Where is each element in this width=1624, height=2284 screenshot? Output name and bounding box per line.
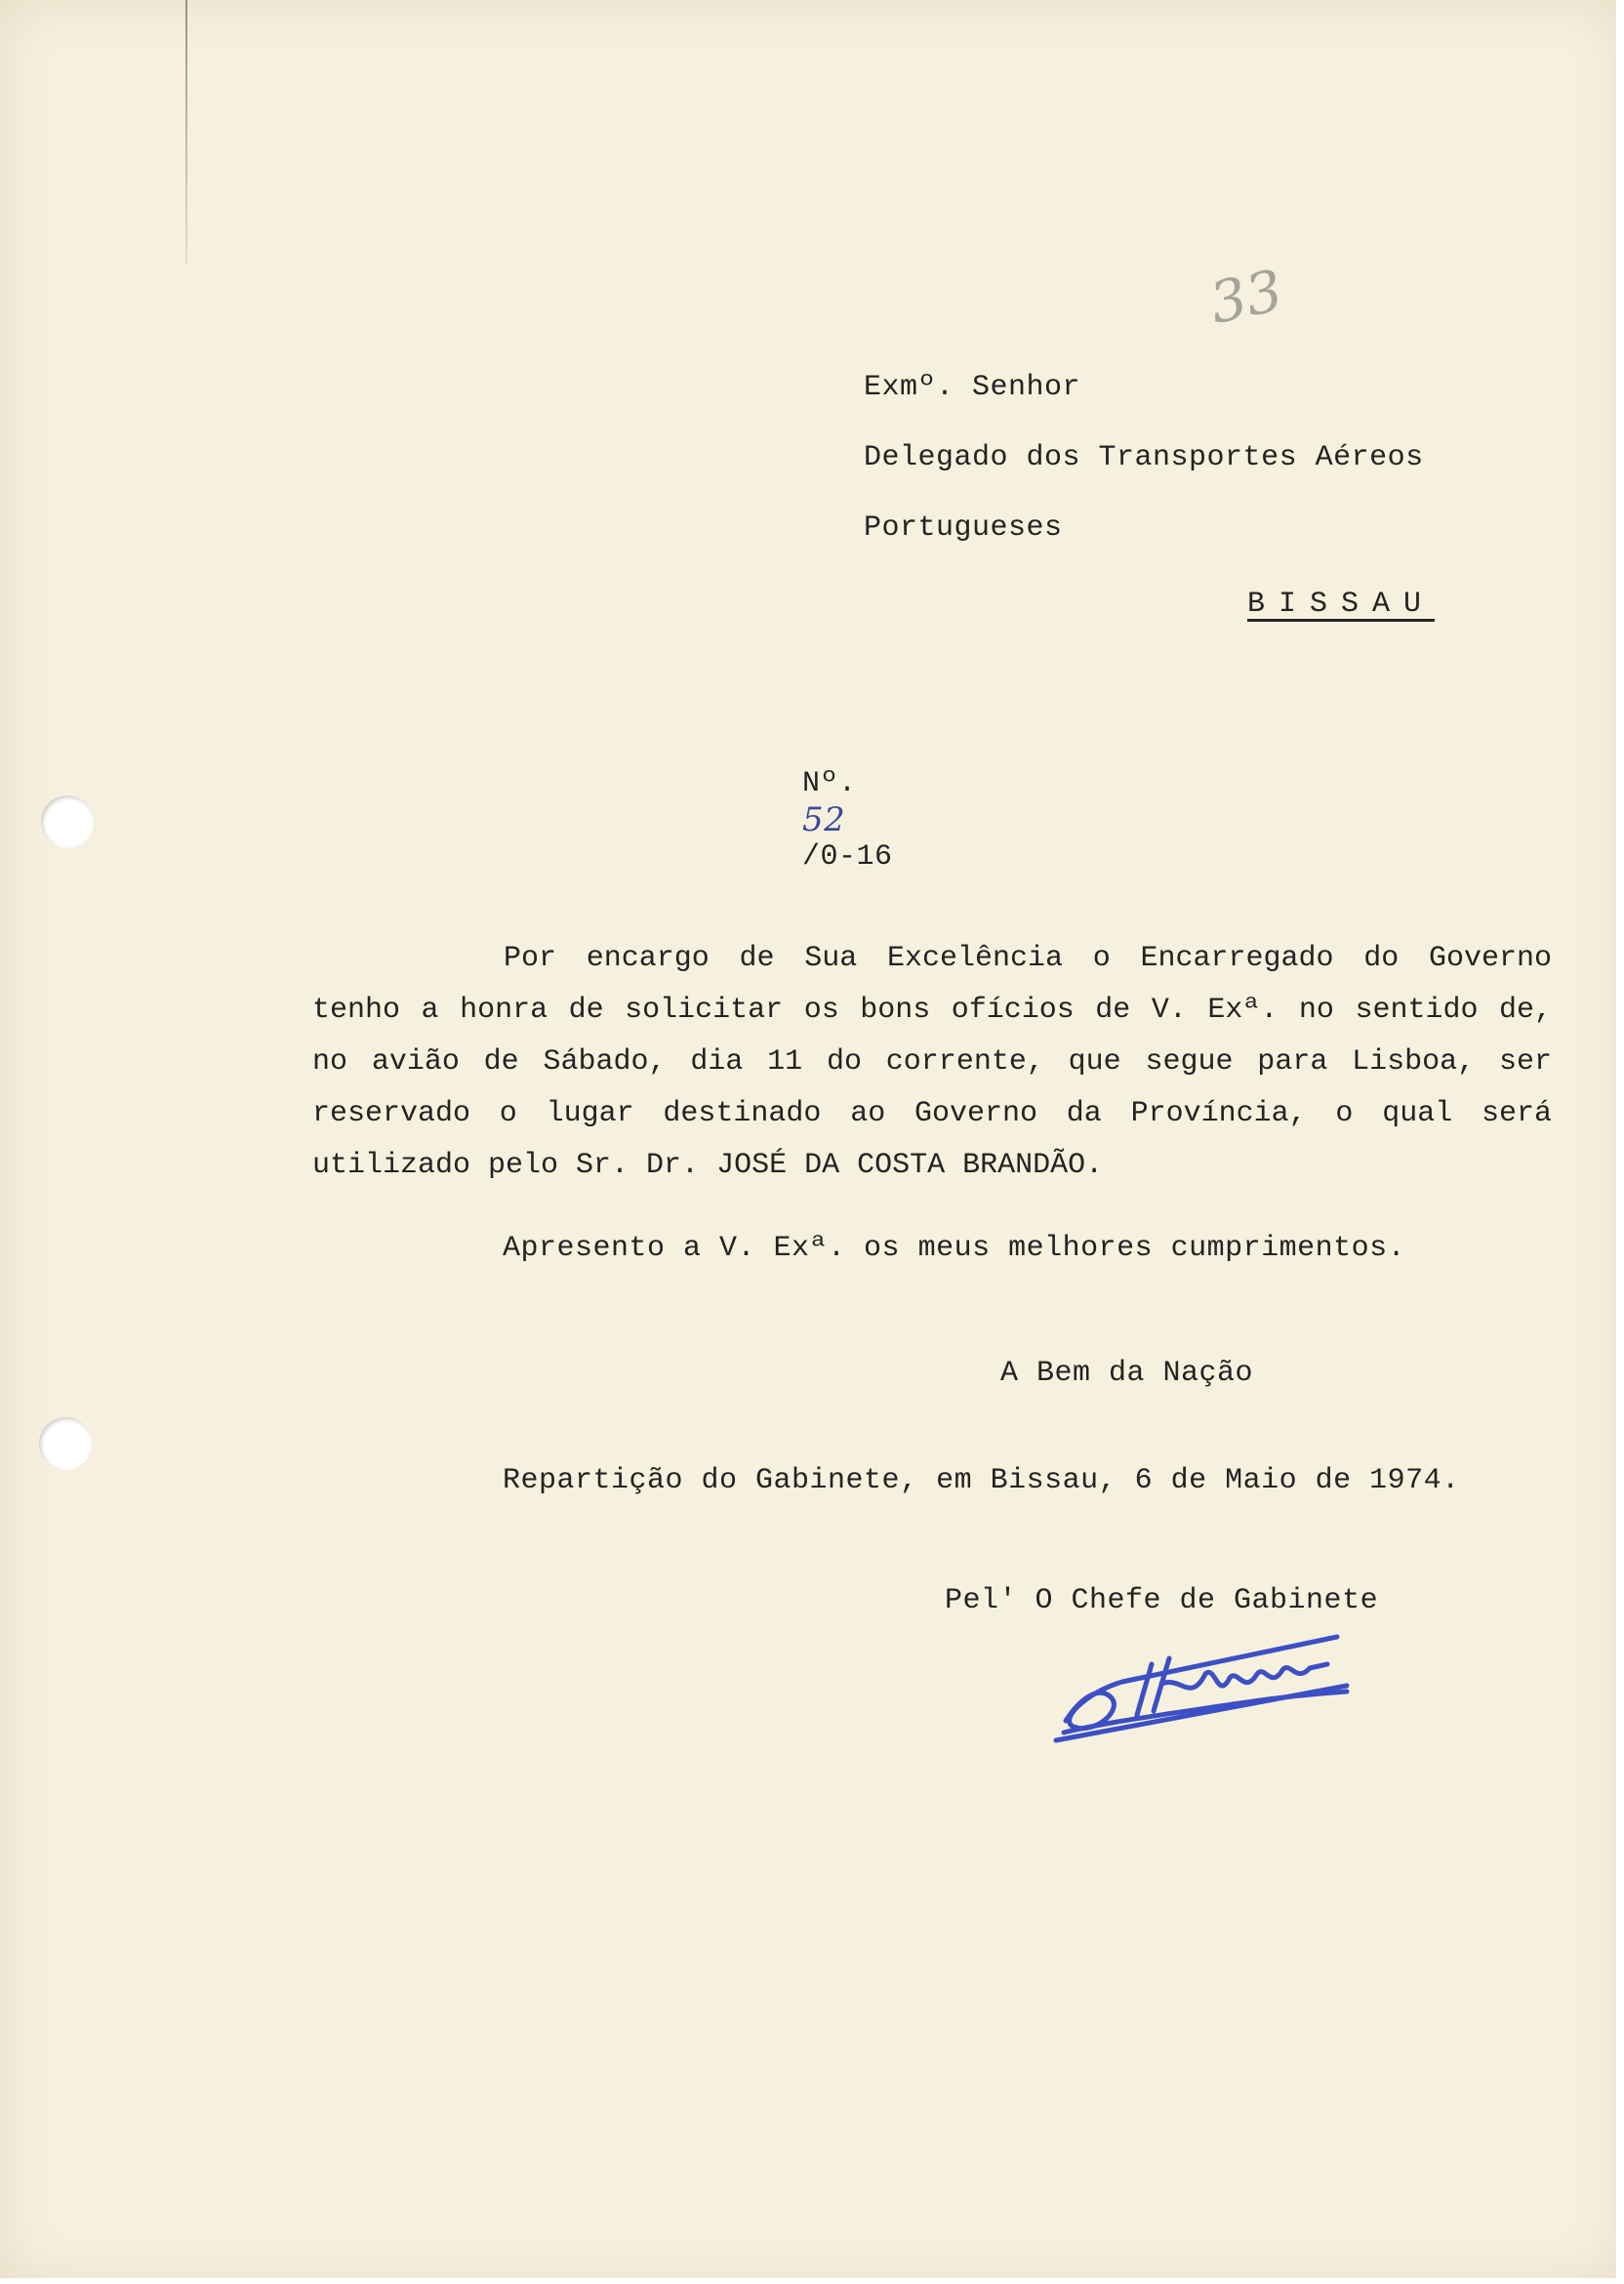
addressee-salutation: Exmº. Senhor <box>864 371 1081 404</box>
archive-page-number: 33 <box>1203 257 1289 337</box>
reference-handwritten-number: 52 <box>802 800 846 839</box>
signatory-title: Pel' O Chefe de Gabinete <box>945 1584 1379 1617</box>
handwritten-signature <box>1044 1625 1366 1752</box>
reference-suffix: /0-16 <box>802 840 893 874</box>
page-edge-bottom <box>0 2278 1624 2284</box>
closing-greeting: Apresento a V. Exª. os meus melhores cumprimentos. <box>503 1232 1406 1265</box>
page-edge-right <box>1616 0 1624 2284</box>
binding-crease <box>185 0 187 264</box>
addressee-line-2: Portugueses <box>864 511 1063 545</box>
reference-prefix: Nº. <box>802 767 857 800</box>
punch-hole-top <box>41 795 94 848</box>
addressee-city: BISSAU <box>1247 588 1436 621</box>
punch-hole-bottom <box>39 1417 92 1470</box>
reference-number <box>730 734 893 907</box>
addressee-line-1: Delegado dos Transportes Aéreos <box>864 441 1424 474</box>
place-and-date: Repartição do Gabinete, em Bissau, 6 de Maio de 1974. <box>503 1464 1460 1497</box>
motto: A Bem da Nação <box>1000 1357 1254 1390</box>
body-paragraph: Por encargo de Sua Excelência o Encarregado do Governo tenho a honra de solicitar os bons ofícios de V. Exª. no sentido de, no avião de Sábado, dia 11 do corrente, que segue para Lisboa, ser reservado o lugar destinado ao Governo da Província, o qual será utilizado pelo Sr. Dr. JOSÉ DA COSTA BRANDÃO. <box>312 942 1552 1182</box>
